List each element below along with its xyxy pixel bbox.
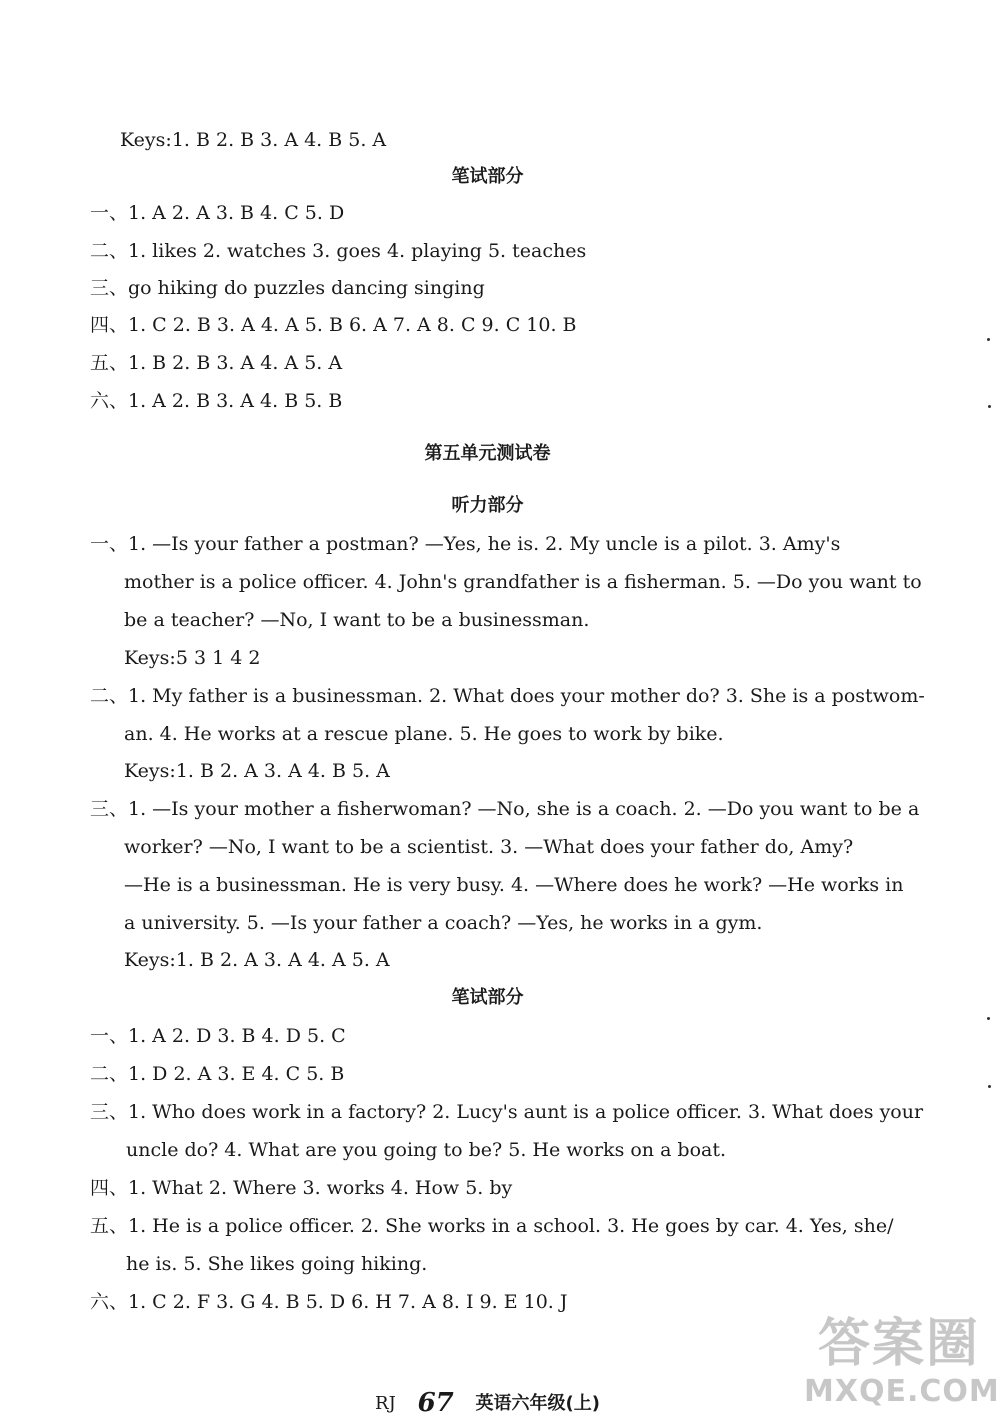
edition-label: RJ bbox=[375, 1393, 396, 1414]
page-number: 67 bbox=[417, 1388, 454, 1418]
watermark-site: MXQE.COM bbox=[804, 1374, 1000, 1409]
answer-line: 三、1. Who does work in a factory? 2. Lucy's aunt is a police officer. 3. What does your bbox=[90, 1101, 924, 1123]
answer-line: uncle do? 4. What are you going to be? 5. He works on a boat. bbox=[126, 1139, 727, 1161]
unit-title: 第五单元测试卷 bbox=[424, 443, 551, 464]
answer-line: 三、go hiking do puzzles dancing singing bbox=[90, 277, 485, 299]
scan-speck bbox=[987, 338, 990, 341]
section-heading-listening: 听力部分 bbox=[451, 495, 524, 516]
answer-line: 二、1. likes 2. watches 3. goes 4. playing 5. teaches bbox=[90, 240, 587, 262]
answer-line: 四、1. C 2. B 3. A 4. A 5. B 6. A 7. A 8. C 9. C 10. B bbox=[90, 314, 577, 336]
answer-line: 一、1. A 2. D 3. B 4. D 5. C bbox=[90, 1025, 346, 1047]
answer-line: 六、1. A 2. B 3. A 4. B 5. B bbox=[90, 390, 343, 412]
scan-speck bbox=[987, 1017, 990, 1020]
section-heading-written: 笔试部分 bbox=[451, 987, 524, 1008]
answer-line: 五、1. He is a police officer. 2. She works in a school. 3. He goes by car. 4. Yes, she/ bbox=[90, 1215, 894, 1237]
answer-line: Keys:1. B 2. B 3. A 4. B 5. A bbox=[120, 129, 387, 151]
scan-speck bbox=[988, 1085, 991, 1088]
answer-line: an. 4. He works at a rescue plane. 5. He goes to work by bike. bbox=[124, 723, 724, 745]
section-heading-written: 笔试部分 bbox=[451, 166, 524, 187]
answer-line: 二、1. D 2. A 3. E 4. C 5. B bbox=[90, 1063, 345, 1085]
answer-line: be a teacher? —No, I want to be a businessman. bbox=[124, 609, 590, 631]
answer-line: —He is a businessman. He is very busy. 4. —Where does he work? —He works in bbox=[124, 874, 904, 896]
answer-line: he is. 5. She likes going hiking. bbox=[126, 1253, 428, 1275]
watermark-logo bbox=[804, 1313, 1000, 1421]
answer-line: 五、1. B 2. B 3. A 4. A 5. A bbox=[90, 352, 343, 374]
answer-line: Keys:1. B 2. A 3. A 4. B 5. A bbox=[124, 760, 390, 782]
scan-speck bbox=[988, 405, 991, 408]
answer-line: 四、1. What 2. Where 3. works 4. How 5. by bbox=[90, 1177, 513, 1199]
book-title: 英语六年级(上) bbox=[475, 1393, 600, 1414]
answer-line: 一、1. —Is your father a postman? —Yes, he is. 2. My uncle is a pilot. 3. Amy's bbox=[90, 533, 841, 555]
watermark-logo-text: 答案圈 bbox=[817, 1314, 980, 1374]
answer-line: 一、1. A 2. A 3. B 4. C 5. D bbox=[90, 202, 345, 224]
answer-line: 六、1. C 2. F 3. G 4. B 5. D 6. H 7. A 8. I 9. E 10. J bbox=[90, 1291, 568, 1313]
answer-line: a university. 5. —Is your father a coach? —Yes, he works in a gym. bbox=[124, 912, 763, 934]
answer-line: Keys:1. B 2. A 3. A 4. A 5. A bbox=[124, 949, 390, 971]
answer-line: 三、1. —Is your mother a fisherwoman? —No, she is a coach. 2. —Do you want to be a bbox=[90, 798, 920, 820]
answer-line: Keys:5 3 1 4 2 bbox=[124, 647, 261, 669]
answer-line: 二、1. My father is a businessman. 2. What does your mother do? 3. She is a postwom- bbox=[90, 685, 925, 707]
answer-line: worker? —No, I want to be a scientist. 3. —What does your father do, Amy? bbox=[124, 836, 854, 858]
answer-line: mother is a police officer. 4. John's grandfather is a fisherman. 5. —Do you want to bbox=[124, 571, 922, 593]
